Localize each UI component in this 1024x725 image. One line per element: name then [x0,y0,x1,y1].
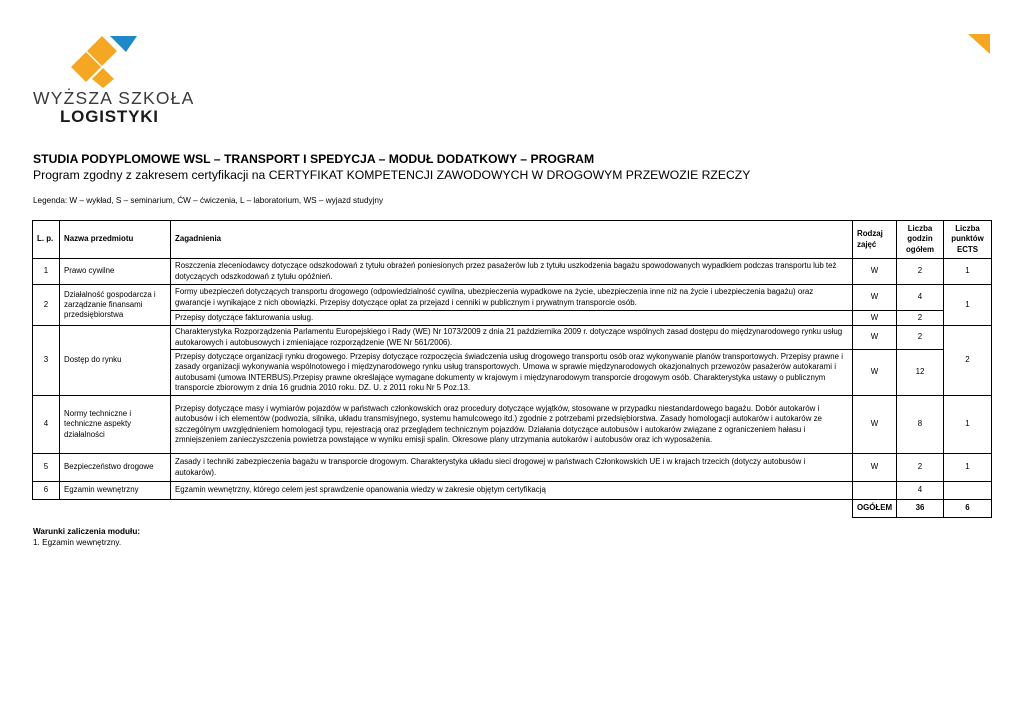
row-hours: 2 [897,311,944,326]
header-ects: Liczba punktów ECTS [944,221,992,259]
row-type: W [853,285,897,311]
table-row [33,482,992,500]
total-hours: 36 [897,500,944,518]
row-topics: Charakterystyka Rozporządzenia Parlamentu Europejskiego i Rady (WE) Nr 1073/2009 z dnia 21 października 2009 r. dotyczące wspólnych zasad dostępu do międzynarodowego rynku usług autokarowych i autobusowych i zmieniające rozporządzenie (WE Nr 561/2006). [171,326,853,350]
row-hours: 4 [897,285,944,311]
table-row [33,311,992,326]
table-row [33,396,992,454]
row-type: W [853,311,897,326]
row-name: Normy techniczne i techniczne aspekty działalności [60,396,171,454]
row-name: Prawo cywilne [60,259,171,285]
row-type: W [853,454,897,482]
total-label: OGÓŁEM [853,500,897,518]
table-row [33,285,992,311]
row-hours: 8 [897,396,944,454]
row-hours: 2 [897,326,944,350]
program-table [32,220,992,518]
row-lp: 4 [33,396,60,454]
page-subtitle: Program zgodny z zakresem certyfikacji na CERTYFIKAT KOMPETENCJI ZAWODOWYCH W DROGOWYM PRZEWOZIE RZECZY [33,168,751,182]
header-type: Rodzaj zajęć [853,221,897,259]
logo-text-line2: LOGISTYKI [60,107,159,126]
logo [30,30,195,130]
row-type [853,482,897,500]
row-topics: Przepisy dotyczące organizacji rynku drogowego. Przepisy dotyczące rozpoczęcia świadczenia usług drogowego transportu osób oraz wykonywanie planów transportowych. Przepisy prawne i zasady organizacji wykonywania wspólnotowego i międzynarodowego rynku usług transportowych. Umowa w sprawie międzynarodowych okazjonalnych przewozów pasażerów autokarami i autobusami (umowa INTERBUS).Przepisy prawne określające wymagane dokumenty w krajowym i międzynarodowym transporcie drogowym osób. Charakterystyka ustawy o publicznym transporcie zbiorowym z dnia 16 grudnia 2010 roku. DZ. U. z 2011 roku Nr 5 Poz.13. [171,350,853,396]
header-lp: L. p. [33,221,60,259]
row-topics: Przepisy dotyczące masy i wymiarów pojazdów w państwach członkowskich oraz procedury dotyczące wyjątków, stosowane w przypadku niestandardowego bagażu. Dobór autokarów i autobusów i ich elementów (podwozia, silnika, układu transmisyjnego, systemu hamulcowego itd.) zgodnie z potrzebami przedsiębiorstwa. Zasady homologacji autokarów i autokarów ze szczególnym uwzględnieniem homologacji typu, rejestracją oraz przeglądem technicznym pojazdów. Działania dotyczące autobusów i autokarów związane z ograniczeniem hałasu i zmniejszeniem zanieczyszczenia powietrza powstające w wyniku emisji spalin. Okresowe plany utrzymania autokarów i autobusów oraz ich wyposażenia. [171,396,853,454]
header-name: Nazwa przedmiotu [60,221,171,259]
row-topics: Egzamin wewnętrzny, którego celem jest sprawdzenie opanowania wiedzy w zakresie objętym certyfikacją [171,482,853,500]
row-name: Dostęp do rynku [60,326,171,396]
table-row [33,350,992,396]
row-lp: 5 [33,454,60,482]
row-name: Działalność gospodarcza i zarządzanie finansami przedsiębiorstwa [60,285,171,326]
row-type: W [853,326,897,350]
conditions-title: Warunki zaliczenia modułu: [33,527,141,536]
row-ects: 1 [944,454,992,482]
row-topics: Przepisy dotyczące fakturowania usług. [171,311,853,326]
row-lp: 2 [33,285,60,326]
table-row [33,259,992,285]
row-ects: 1 [944,285,992,326]
row-name: Bezpieczeństwo drogowe [60,454,171,482]
row-type: W [853,396,897,454]
row-lp: 1 [33,259,60,285]
legend: Legenda: W – wykład, S – seminarium, ĆW – ćwiczenia, L – laboratorium, WS – wyjazd studyjny [33,196,384,205]
row-topics: Roszczenia zleceniodawcy dotyczące odszkodowań z tytułu obrażeń poniesionych przez pasażerów lub z tytułu uszkodzenia bagażu spowodowanych wypadkiem podczas transportu lub też dotyczących odszkodowań z tytułu opóźnień. [171,259,853,285]
row-lp: 3 [33,326,60,396]
page-title: STUDIA PODYPLOMOWE WSL – TRANSPORT I SPEDYCJA – MODUŁ DODATKOWY – PROGRAM [33,152,595,166]
header-hours: Liczba godzin ogółem [897,221,944,259]
table-row [33,454,992,482]
row-hours: 12 [897,350,944,396]
row-topics: Zasady i techniki zabezpieczenia bagażu w transporcie drogowym. Charakterystyka układu sieci drogowej w państwach Członkowskich UE i w krajach trzecich (dotyczy autobusów i autokarów). [171,454,853,482]
row-ects: 1 [944,396,992,454]
table-row [33,326,992,350]
row-ects: 1 [944,259,992,285]
logo-text-line1: WYŻSZA SZKOŁA [33,88,195,108]
row-name: Egzamin wewnętrzny [60,482,171,500]
row-lp: 6 [33,482,60,500]
row-ects: 2 [944,326,992,396]
row-hours: 2 [897,259,944,285]
row-hours: 4 [897,482,944,500]
total-ects: 6 [944,500,992,518]
row-ects [944,482,992,500]
row-type: W [853,259,897,285]
row-type: W [853,350,897,396]
row-topics: Formy ubezpieczeń dotyczących transportu drogowego (odpowiedzialność cywilna, ubezpieczenia wypadkowe na życie, ubezpieczenia inne niż na życie i ubezpieczenia bagażu) oraz gwarancje i wynikające z nich obowiązki. Przepisy dotyczące opłat za przejazd i cenniki w publicznym i prywatnym transporcie osób. [171,285,853,311]
row-hours: 2 [897,454,944,482]
table-header-row [33,221,992,259]
total-row [33,500,992,518]
conditions-item: 1. Egzamin wewnętrzny. [33,538,122,547]
logo-mark-icon [30,30,150,90]
header-topics: Zagadnienia [171,221,853,259]
corner-triangle-icon [966,32,992,61]
